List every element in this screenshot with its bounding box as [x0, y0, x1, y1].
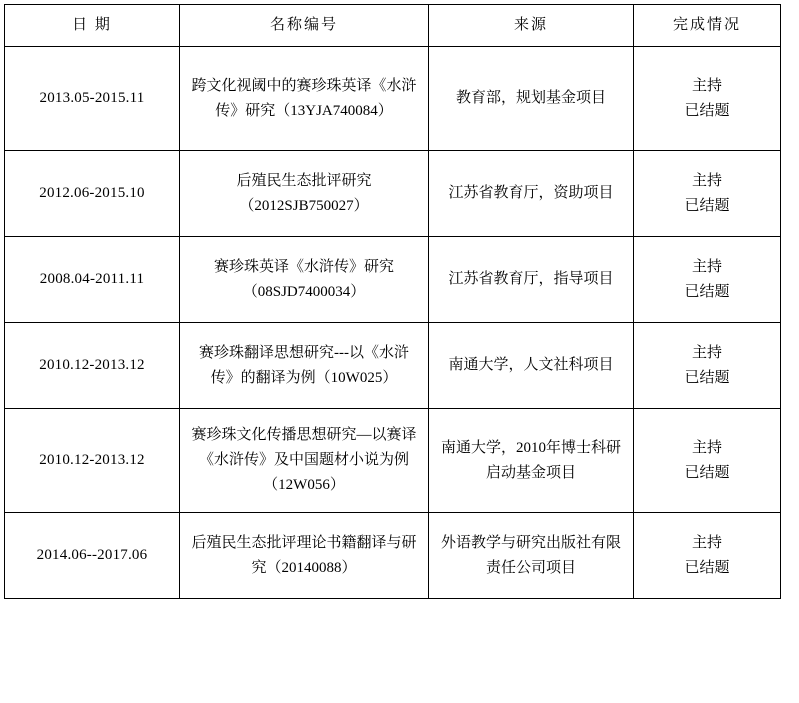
cell-source: 江苏省教育厅，指导项目: [429, 237, 634, 323]
cell-status: [634, 409, 781, 513]
cell-name: 跨文化视阈中的赛珍珠英译《水浒传》研究（13YJA740084）: [180, 47, 429, 151]
table-row: [5, 323, 781, 409]
cell-date: 2014.06--2017.06: [5, 513, 180, 599]
cell-date: 2013.05-2015.11: [5, 47, 180, 151]
cell-status: [634, 47, 781, 151]
cell-status: [634, 323, 781, 409]
status-progress: 已结题: [684, 559, 730, 576]
status-progress: 已结题: [684, 102, 730, 119]
status-role: 主持: [691, 534, 722, 551]
table-row: [5, 513, 781, 599]
cell-name: 赛珍珠翻译思想研究---以《水浒传》的翻译为例（10W025）: [180, 323, 429, 409]
status-role: 主持: [691, 77, 722, 94]
table-row: [5, 237, 781, 323]
cell-date: 2010.12-2013.12: [5, 409, 180, 513]
cell-status: [634, 237, 781, 323]
cell-source: 外语教学与研究出版社有限责任公司项目: [429, 513, 634, 599]
table-row: [5, 47, 781, 151]
status-progress: 已结题: [684, 197, 730, 214]
status-role: 主持: [691, 258, 722, 275]
table-header-row: [5, 5, 781, 47]
cell-source: 教育部，规划基金项目: [429, 47, 634, 151]
cell-source: 江苏省教育厅，资助项目: [429, 151, 634, 237]
status-progress: 已结题: [684, 283, 730, 300]
cell-name: 赛珍珠英译《水浒传》研究（08SJD7400034）: [180, 237, 429, 323]
table-row: [5, 409, 781, 513]
research-projects-table: [4, 4, 781, 599]
table-header: [5, 5, 781, 47]
cell-name: 赛珍珠文化传播思想研究—以赛译《水浒传》及中国题材小说为例（12W056）: [180, 409, 429, 513]
cell-name: 后殖民生态批评研究（2012SJB750027）: [180, 151, 429, 237]
column-header-name: 名称编号: [180, 5, 429, 47]
cell-date: 2012.06-2015.10: [5, 151, 180, 237]
cell-date: 2010.12-2013.12: [5, 323, 180, 409]
status-progress: 已结题: [684, 369, 730, 386]
column-header-source: 来源: [429, 5, 634, 47]
status-role: 主持: [691, 344, 722, 361]
status-role: 主持: [691, 439, 722, 456]
column-header-status: 完成情况: [634, 5, 781, 47]
cell-name: 后殖民生态批评理论书籍翻译与研究（20140088）: [180, 513, 429, 599]
column-header-date: 日 期: [5, 5, 180, 47]
status-progress: 已结题: [684, 464, 730, 481]
cell-status: [634, 151, 781, 237]
table-row: [5, 151, 781, 237]
cell-source: 南通大学，2010年博士科研启动基金项目: [429, 409, 634, 513]
cell-status: [634, 513, 781, 599]
status-role: 主持: [691, 172, 722, 189]
table-body: [5, 47, 781, 599]
cell-date: 2008.04-2011.11: [5, 237, 180, 323]
document-page: [0, 4, 799, 703]
cell-source: 南通大学，人文社科项目: [429, 323, 634, 409]
